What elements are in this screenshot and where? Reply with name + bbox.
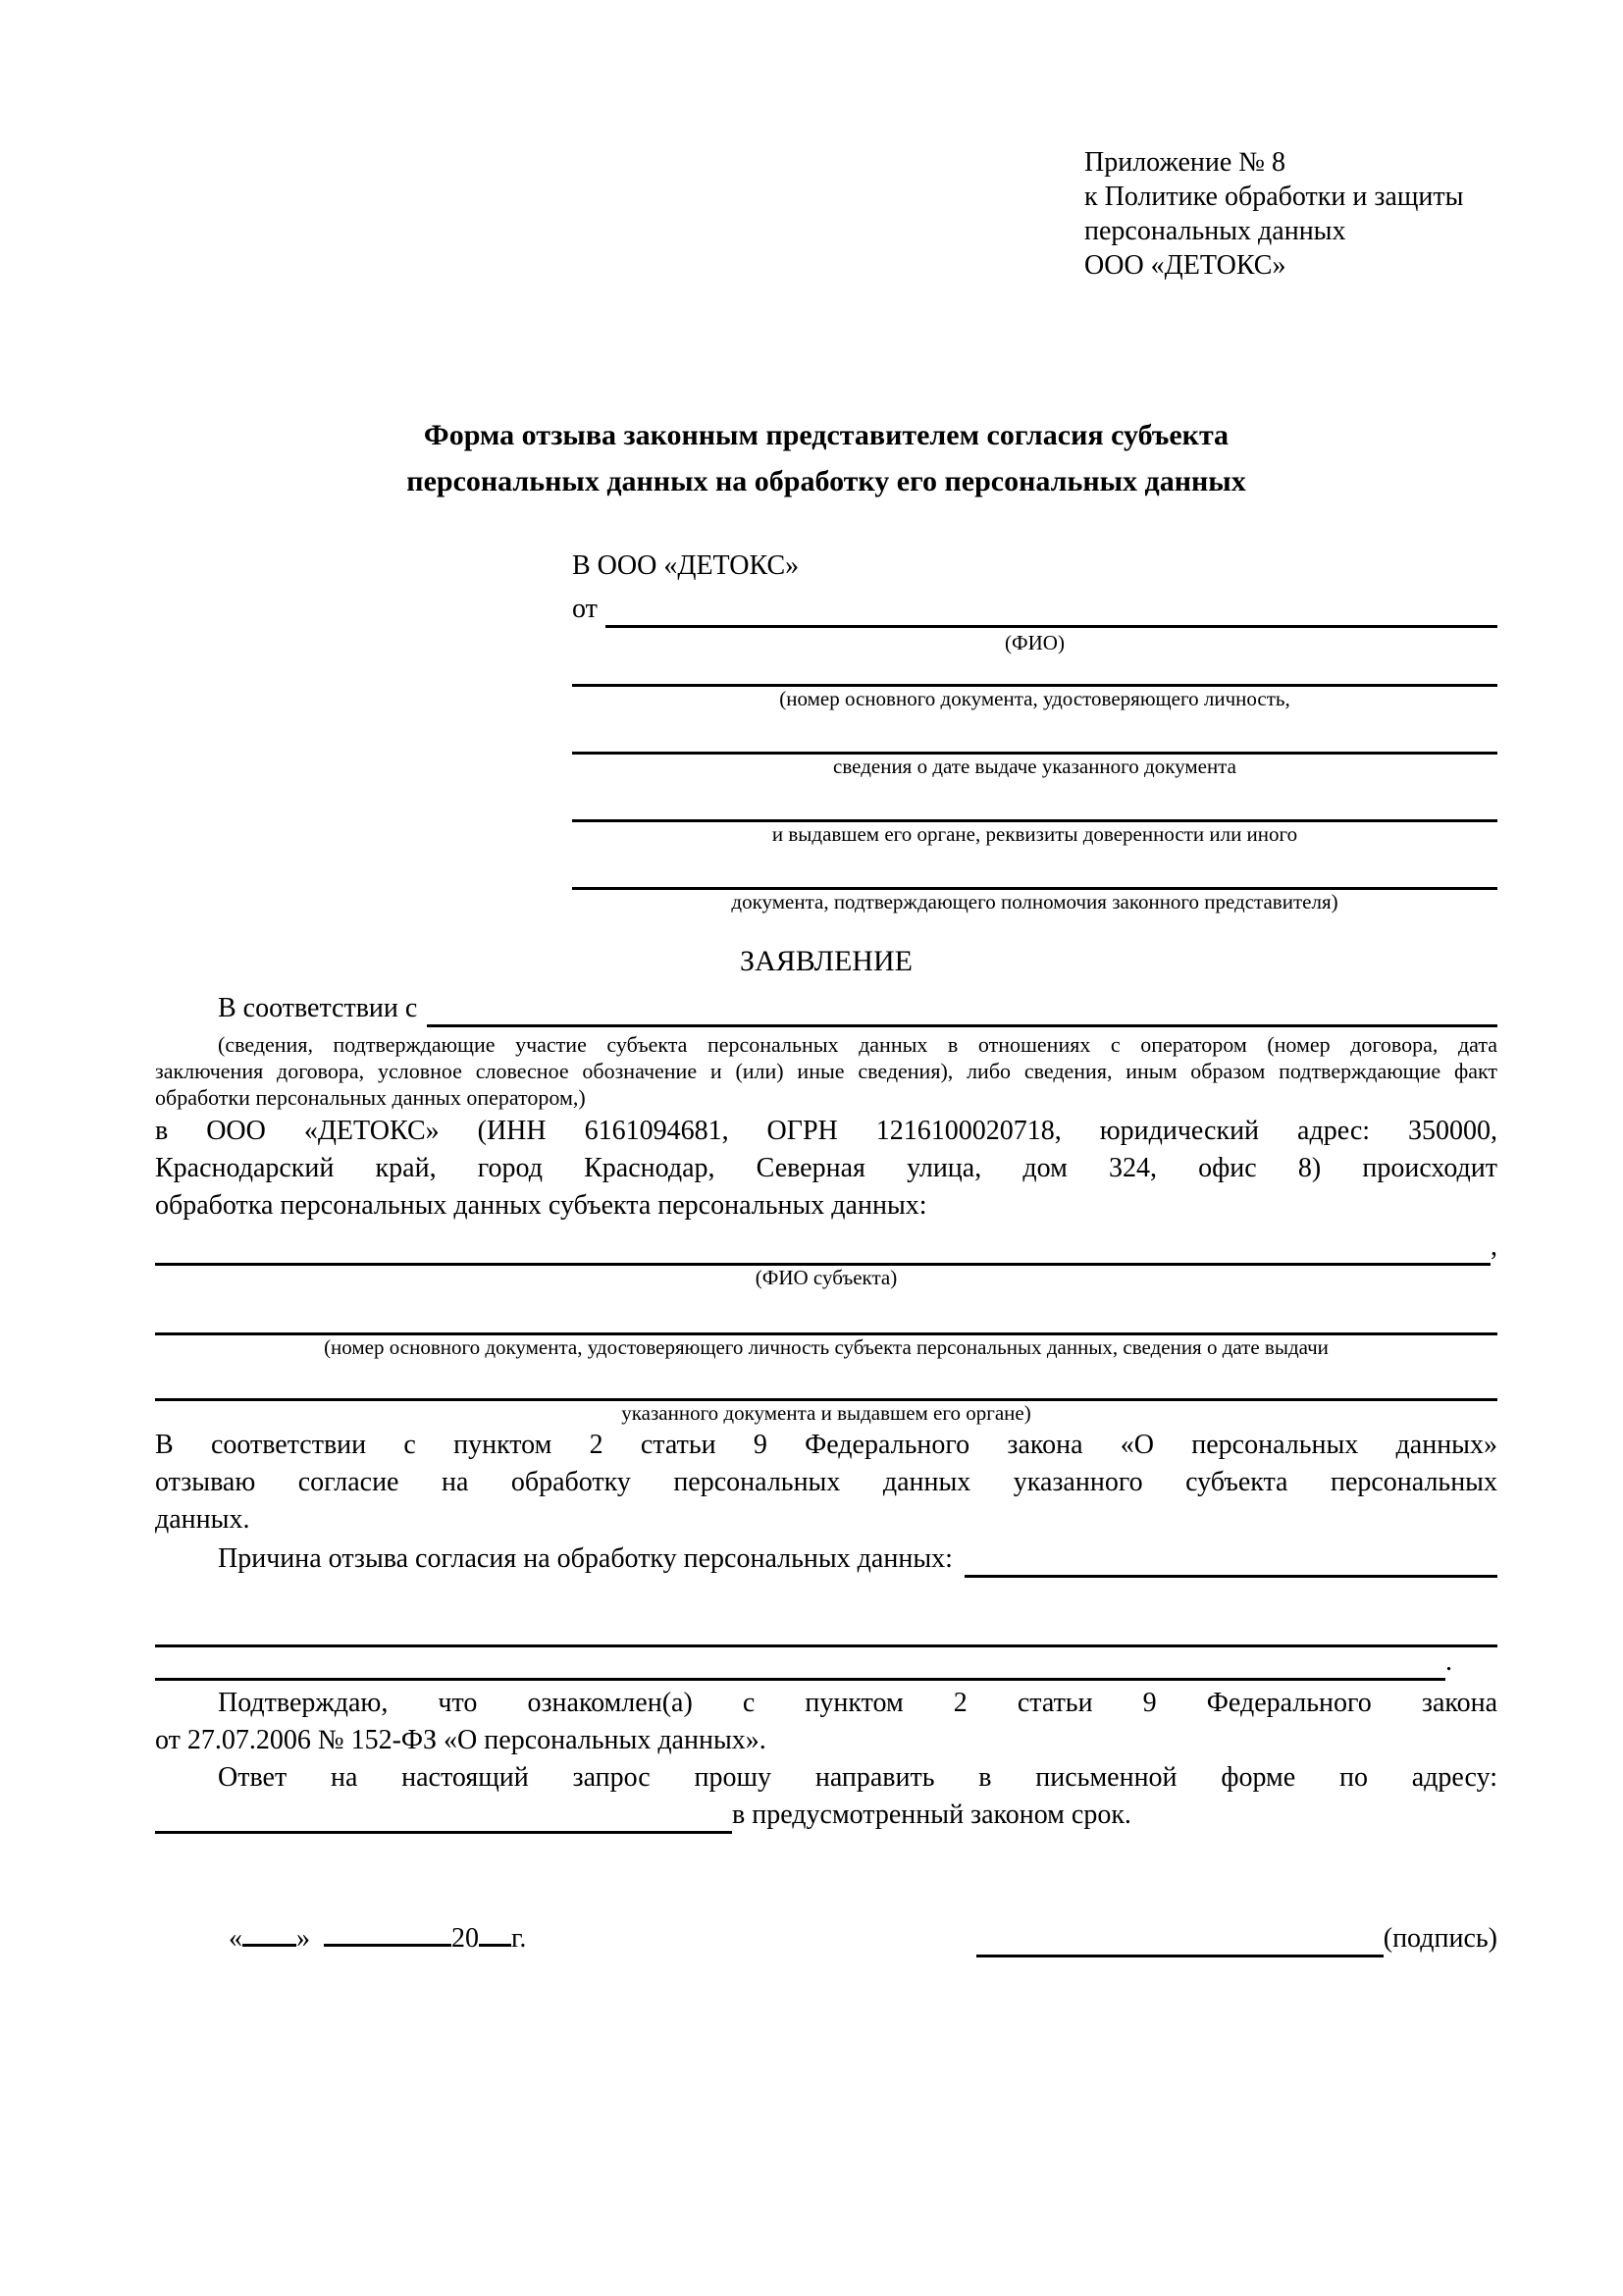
operator-paragraph-line: Краснодарский край, город Краснодар, Северная улица, дом 324, офис 8) происходит [155,1153,1497,1183]
date-close-quote: » [296,1923,310,1954]
appendix-header-line: к Политике обработки и защиты [1084,182,1464,212]
from-label: от [572,594,598,624]
doc-caption-4: документа, подтверждающего полномочия законного представителя) [731,890,1338,913]
withdrawal-paragraph [155,1427,1497,1539]
document-title-line: Форма отзыва законным представителем согласия субъекта [423,419,1230,451]
from-row [572,589,1497,628]
reason-label: Причина отзыва согласия на обработку персональных данных: [218,1543,953,1574]
year-blank-line[interactable] [479,1918,511,1947]
operator-paragraph [155,1113,1497,1225]
doc-issuer-blank-line[interactable] [572,778,1497,822]
appendix-header [1084,145,1497,283]
confirm-paragraph-line: от 27.07.2006 № 152-ФЗ «О персональных данных». [155,1725,766,1755]
appendix-header-line: персональных данных [1084,216,1346,246]
accordance-note-line: (сведения, подтверждающие участие субъекта персональных данных в отношениях с оператором (номер договора, дата [218,1032,1497,1057]
reason-row [155,1539,1497,1578]
month-blank-line[interactable] [324,1918,451,1947]
date-field [229,1918,526,1957]
subject-doc-caption-top: (номер основного документа, удостоверяющего личность субъекта персональных данных, сведения о дате выдачи [324,1335,1329,1359]
reason-blank-line-3[interactable] [155,1678,1445,1681]
doc-issue-date-blank-line[interactable] [572,710,1497,755]
doc-authority-blank-line[interactable] [572,846,1497,890]
subject-fio-comma: , [1491,1231,1497,1262]
confirm-paragraph-line: Подтверждаю, что ознакомлен(а) с пунктом 2 статьи 9 Федерального закона [218,1688,1497,1718]
year-suffix: г. [511,1923,527,1954]
doc-number-blank-line[interactable] [572,654,1497,687]
withdrawal-paragraph-line: отзываю согласие на обработку персональных данных указанного субъекта персональных [155,1467,1497,1497]
reason-period: . [1445,1646,1452,1677]
doc-caption-2: сведения о дате выдаче указанного документа [833,755,1236,778]
subject-doc-blank-line[interactable] [155,1289,1497,1335]
document-title-line: персональных данных на обработку его персональных данных [406,465,1246,497]
reply-paragraph-line: Ответ на настоящий запрос прошу направить в письменной форме по адресу: [218,1762,1497,1793]
withdrawal-paragraph-line: данных. [155,1504,250,1535]
signature-row [155,1918,1497,1957]
day-blank-line[interactable] [242,1918,296,1947]
operator-paragraph-line: в ООО «ДЕТОКС» (ИНН 6161094681, ОГРН 1216100020718, юридический адрес: 350000, [155,1116,1497,1146]
reason-blank-line-2[interactable] [155,1578,1497,1647]
year-prefix: 20 [451,1923,479,1954]
statement-heading: ЗАЯВЛЕНИЕ [740,945,913,977]
accordance-note [155,1031,1497,1111]
subject-fio-row [155,1230,1497,1266]
confirm-paragraph [155,1685,1497,1759]
doc-caption-1: (номер основного документа, удостоверяющего личность, [779,687,1290,710]
subject-doc-caption-bottom: указанного документа и выдавшем его органе) [621,1401,1031,1425]
reply-address-blank-line[interactable] [155,1801,732,1834]
reply-paragraph [155,1759,1497,1834]
reply-address-row [155,1797,1497,1834]
representative-fio-blank-line[interactable] [605,625,1497,628]
accordance-label: В соответствии с [218,993,418,1023]
accordance-note-line: заключения договора, условное словесное обозначение и (или) иные сведения), либо сведения, иным образом подтверждающие факт [155,1059,1497,1083]
addressee-block [572,548,1497,913]
addressee-organization: В ООО «ДЕТОКС» [572,550,800,581]
signature-field [976,1920,1497,1957]
date-open-quote: « [229,1923,242,1954]
appendix-header-line: ООО «ДЕТОКС» [1084,250,1286,281]
reason-end-row [155,1647,1497,1681]
fio-caption: (ФИО) [1005,631,1065,654]
reason-blank-line-1[interactable] [965,1575,1497,1578]
appendix-header-line: Приложение № 8 [1084,147,1285,178]
document-title [155,412,1497,504]
signature-blank-line[interactable] [976,1925,1384,1957]
accordance-row [155,988,1497,1027]
subject-doc-issuer-blank-line[interactable] [155,1359,1497,1401]
withdrawal-paragraph-line: В соответствии с пунктом 2 статьи 9 Федерального закона «О персональных данных» [155,1430,1497,1460]
operator-paragraph-line: обработка персональных данных субъекта персональных данных: [155,1190,927,1221]
doc-caption-3: и выдавшем его органе, реквизиты доверенности или иного [771,822,1298,846]
accordance-blank-line[interactable] [427,1024,1497,1027]
accordance-note-line: обработки персональных данных оператором,) [155,1085,586,1110]
signature-caption: (подпись) [1383,1923,1497,1954]
reply-tail-text: в предусмотренный законом срок. [732,1800,1131,1830]
subject-fio-caption: (ФИО субъекта) [755,1266,898,1289]
